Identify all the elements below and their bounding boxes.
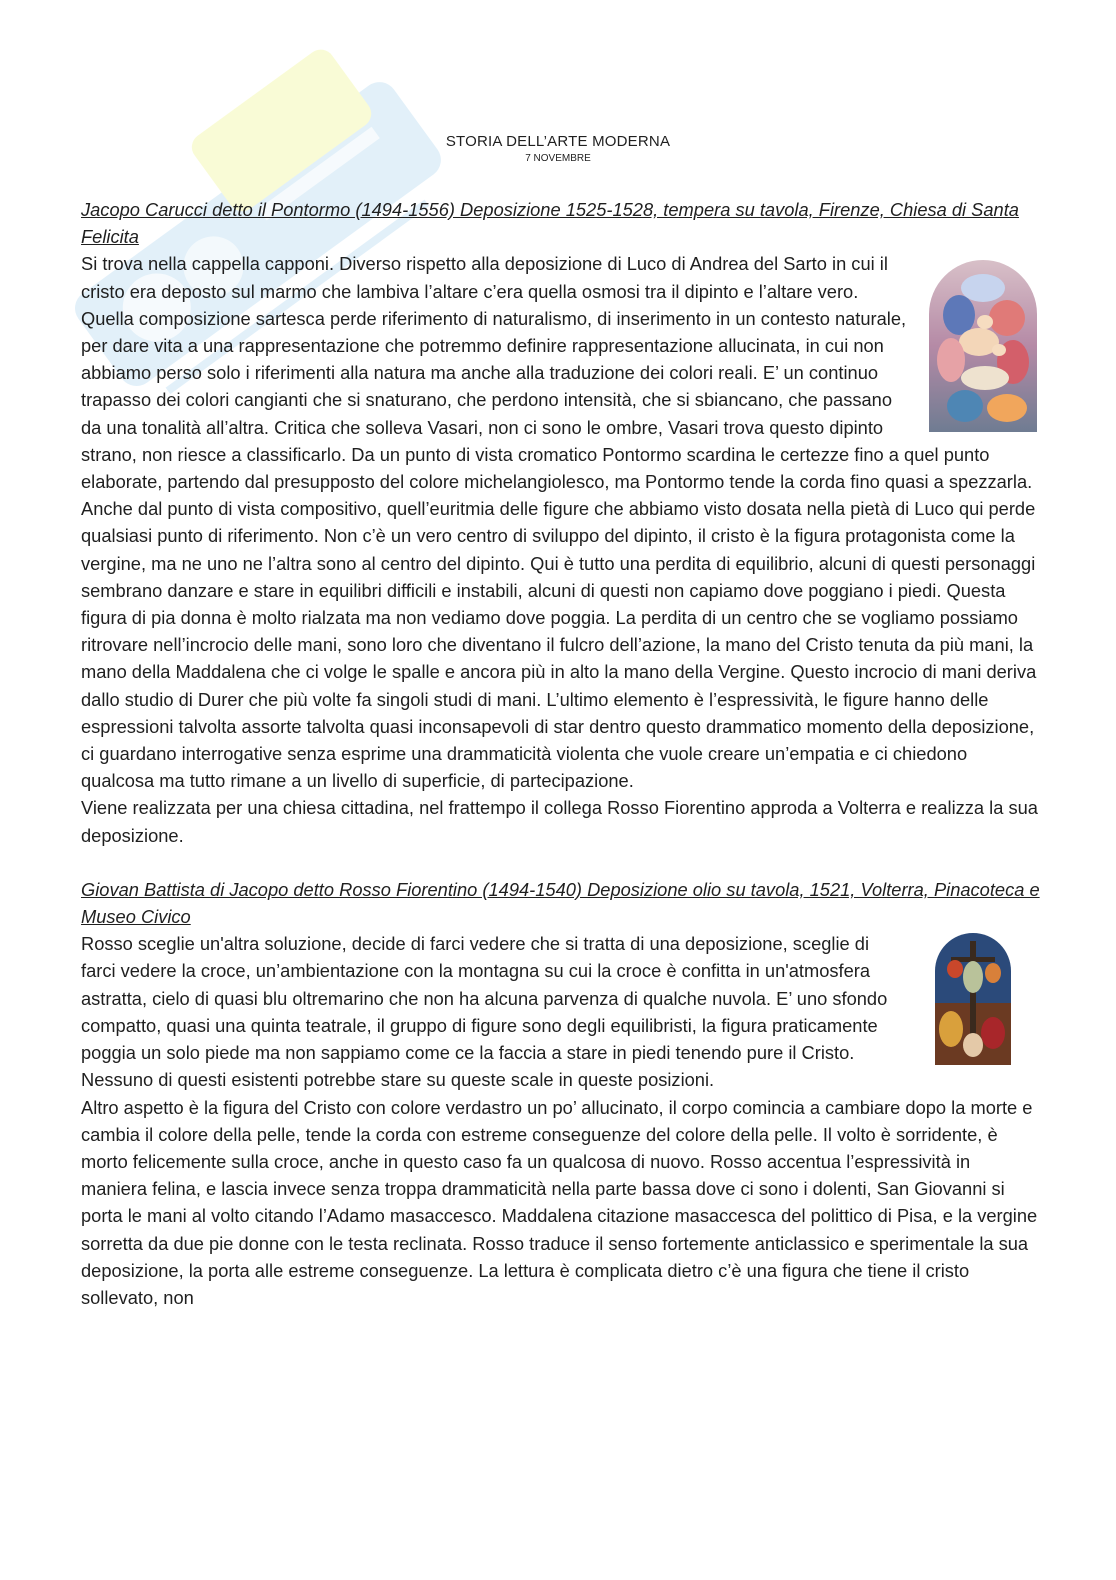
document-date: 7 NOVEMBRE	[525, 153, 591, 164]
document-body	[81, 196, 1041, 1311]
document-header	[0, 133, 1116, 164]
section-heading-rosso: Giovan Battista di Jacopo detto Rosso Fiorentino (1494-1540) Deposizione olio su tavola, 1521, Volterra, Pinacoteca e Museo Civico	[81, 878, 1040, 928]
document-title: STORIA DELL’ARTE MODERNA	[445, 133, 671, 150]
section-heading-pontormo: Jacopo Carucci detto il Pontormo (1494-1556) Deposizione 1525-1528, tempera su tavola, Firenze, Chiesa di Santa Felicita	[81, 199, 1019, 248]
paragraph: Rosso sceglie un'altra soluzione, decide di farci vedere che si tratta di una deposizione, sceglie di farci vedere la croce, un’ambientazione con la montagna su cui la croce è confitta in un'atmosfera astratta, cielo di quasi blu oltremarino che non ha alcuna parvenza di qualche nuvola. E’ uno sfondo compatto, quasi una quinta teatrale, il gruppo di figure sono degli equilibristi, la figura praticamente poggia un solo piede ma non sappiamo come ce la faccia a stare in piedi tenendo pure il Cristo. Nessuno di questi esistenti potrebbe stare su queste scale in queste posizioni.	[81, 933, 888, 1091]
paragraph: Viene realizzata per una chiesa cittadina, nel frattempo il collega Rosso Fiorentino approda a Volterra e realizza la sua deposizione.	[81, 797, 1038, 846]
paragraph: Si trova nella cappella capponi. Diverso rispetto alla deposizione di Luco di Andrea del Sarto in cui il cristo era deposto sul marmo che lambiva l’altare c’era quella osmosi tra il dipinto e l’altare vero. Quella composizione sartesca perde riferimento di naturalismo, di inserimento in un contesto naturale, per dare vita a una rappresentazione che potremmo definire rappresentazione allucinata, in cui non abbiamo perso solo i riferimenti alla natura ma anche alla traduzione dei colori reali. E’ un continuo trapasso dei colori cangianti che si snaturano, che perdono intensità, che si sbiancano, che passano da una tonalità all’altra. Critica che solleva Vasari, non ci sono le ombre, Vasari trova questo dipinto strano, non riesce a classificarlo. Da un punto di vista cromatico Pontormo scardina le certezze fino a quel punto elaborate, partendo dal presupposto del colore michelangiolesco, ma Pontormo tende la corda fino quasi a spezzarla. Anche dal punto di vista compositivo, quell’euritmia delle figure che abbiamo visto dosata nella pietà di Luco qui perde qualsiasi punto di riferimento. Non c’è un vero centro di sviluppo del dipinto, il cristo è la figura protagonista come la vergine, ma ne uno ne l’altra sono al centro del dipinto. Qui è tutto una perdita di equilibrio, alcuni di questi personaggi sembrano danzare e stare in equilibri difficili e instabili, alcuni di questi non capiamo dove poggiano i piedi. Questa figura di pia donna è molto rialzata ma non vediamo dove poggia. La perdita di un centro che se vogliamo possiamo ritrovare nell’incrocio delle mani, sono loro che diventano il fulcro dell’azione, la mano del Cristo tenuta da più mani, la mano della Maddalena che ci volge le spalle e ancora più in alto la mano della Vergine. Questo incrocio di mani deriva dallo studio di Durer che più volte fa singoli studi di mani. L’ultimo elemento è l’espressività, le figure hanno delle espressioni talvolta assorte talvolta quasi inconsapevoli di star dentro questo drammatico momento della deposizione, ci guardano interrogative senza esprime una drammaticità violenta che vuole creare un’empatia e ci chiedono qualcosa ma tutto rimane a un livello di superficie, di partecipazione.	[81, 253, 1037, 792]
painting-rosso-deposizione	[935, 933, 1011, 1065]
paragraph: Altro aspetto è la figura del Cristo con colore verdastro un po’ allucinato, il corpo comincia a cambiare dopo la morte e cambia il colore della pelle, tende la corda con estreme conseguenze del colore della pelle. Il volto è sorridente, è morto felicemente sulla croce, anche in questo caso fa un qualcosa di nuovo. Rosso accentua l’espressività in maniera felina, e lascia invece senza troppa drammaticità nella parte bassa dove ci sono i dolenti, San Giovanni si porta le mani al volto citando l’Adamo masaccesco. Maddalena citazione masaccesca del polittico di Pisa, e la vergine sorretta da due pie donne con le testa reclinata. Rosso traduce il senso fortemente anticlassico e sperimentale la sua deposizione, la porta alle estreme conseguenze. La lettura è complicata dietro c’è una figura che tiene il cristo sollevato, non	[81, 1096, 1038, 1308]
painting-pontormo-deposizione	[929, 260, 1037, 432]
